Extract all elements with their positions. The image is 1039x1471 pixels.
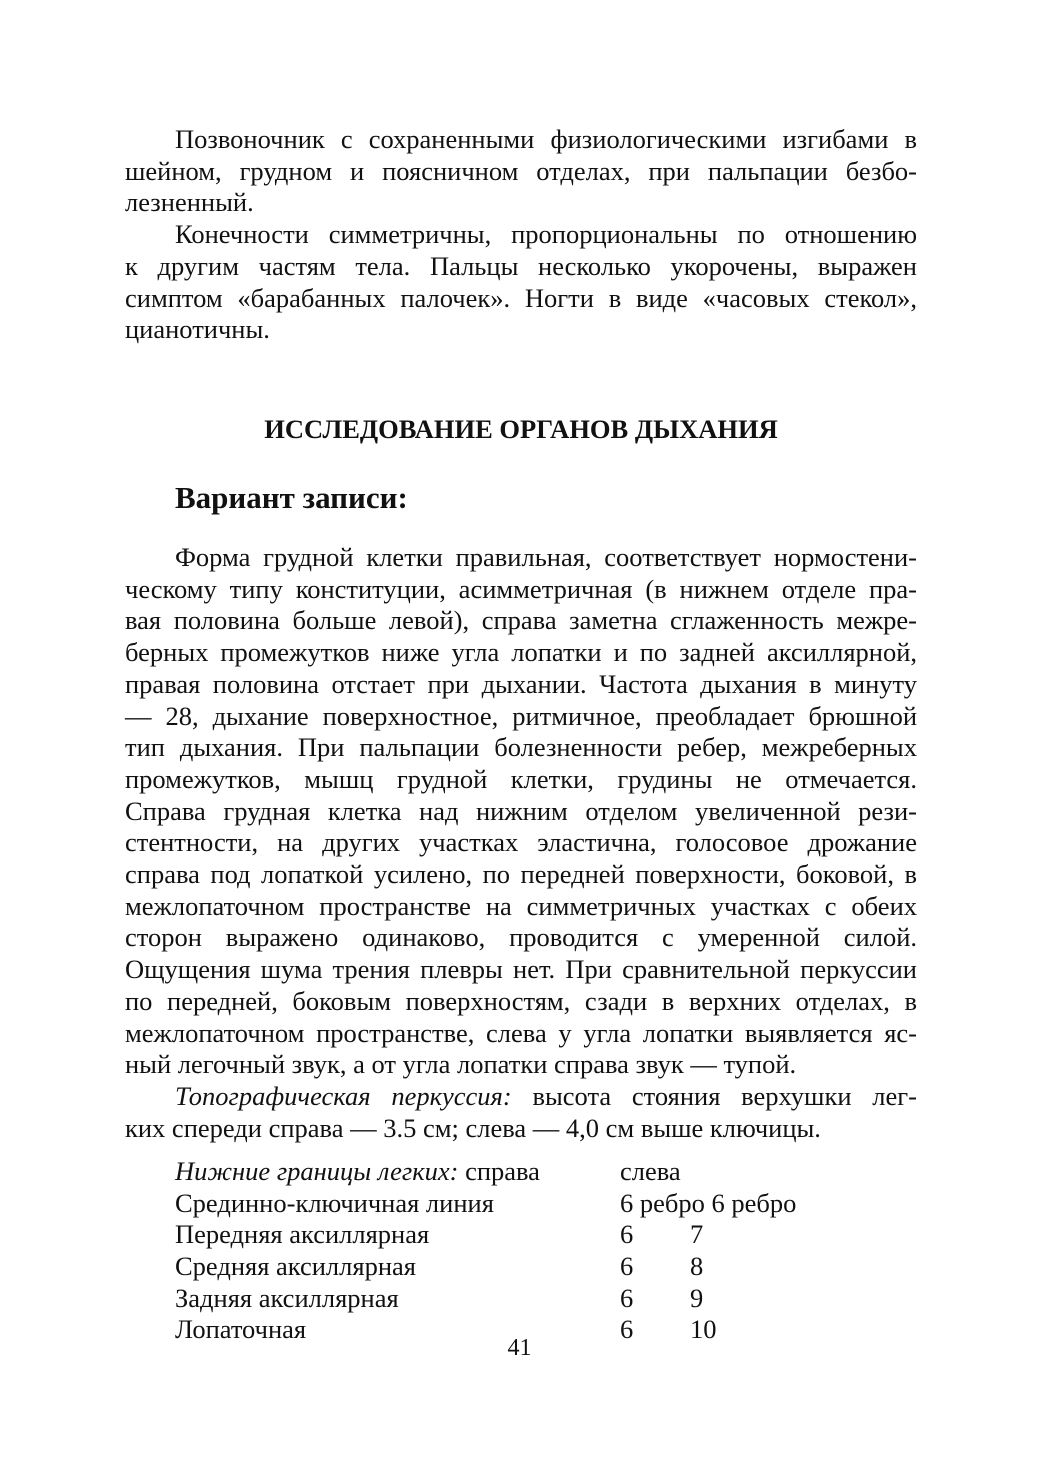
intro-paragraph-limbs bbox=[125, 219, 917, 346]
text-line: межлопаточном пространстве, слева у угла лопатки выявляется яс- bbox=[125, 1017, 917, 1048]
column-header-left: слева bbox=[620, 1156, 681, 1186]
table-row bbox=[175, 1283, 917, 1315]
text-line: межлопаточном пространстве на симметричных участках с обеих bbox=[125, 890, 917, 921]
table-header-row bbox=[175, 1156, 917, 1188]
text-line: ный легочный звук, а от угла лопатки справа звук — тупой. bbox=[125, 1049, 797, 1080]
text-line: симптом «барабанных палочек». Ногти в виде «часовых стекол», bbox=[125, 282, 917, 313]
row-left-value: 8 bbox=[690, 1251, 704, 1282]
intro-block bbox=[125, 124, 917, 346]
row-left-value: 9 bbox=[690, 1282, 704, 1313]
row-label: Срединно-ключичная линия bbox=[175, 1187, 494, 1218]
intro-paragraph-spine bbox=[125, 124, 917, 219]
table-header-label bbox=[175, 1156, 620, 1188]
lung-borders-table bbox=[175, 1156, 917, 1346]
row-left-value: 10 bbox=[690, 1314, 717, 1345]
row-right-value: 6 bbox=[620, 1251, 634, 1282]
text-line: берных промежутков ниже угла лопатки и по задней аксиллярной, bbox=[125, 637, 917, 668]
text-line: шейном, грудном и поясничном отделах, при пальпации безбо- bbox=[125, 155, 917, 186]
text-line: ческому типу конституции, асимметричная (в нижнем отделе пра- bbox=[125, 573, 917, 604]
text-line: — 28, дыхание поверхностное, ритмичное, преобладает брюшной bbox=[125, 700, 917, 731]
text-line: стентности, на других участках эластична, голосовое дрожание bbox=[125, 827, 917, 858]
text-line: тип дыхания. При пальпации болезненности ребер, межреберных bbox=[125, 732, 917, 763]
text-line: вая половина больше левой), справа заметна сглаженность межре- bbox=[125, 605, 917, 636]
row-label: Средняя аксиллярная bbox=[175, 1251, 416, 1282]
text-line: Конечности симметричны, пропорциональны по отношению bbox=[175, 219, 917, 250]
row-label: Передняя аксиллярная bbox=[175, 1219, 430, 1250]
text-line: цианотичны. bbox=[125, 314, 270, 345]
text-line bbox=[125, 1081, 917, 1113]
text-line: к другим частям тела. Пальцы несколько укорочены, выражен bbox=[125, 250, 917, 281]
topographic-percussion-text: высота стояния верхушки лег- bbox=[511, 1080, 917, 1111]
table-row bbox=[175, 1251, 917, 1283]
row-label: Лопаточная bbox=[175, 1314, 307, 1345]
text-line: правая половина отстает при дыхании. Частота дыхания в минуту bbox=[125, 668, 917, 699]
respiratory-exam-block bbox=[125, 542, 917, 1144]
row-right-value: 6 bbox=[620, 1314, 634, 1345]
row-right-value: 6 bbox=[620, 1282, 634, 1313]
text-line: Ощущения шума трения плевры нет. При сравнительной перкуссии bbox=[125, 954, 917, 985]
column-header-right: справа bbox=[458, 1156, 540, 1186]
text-line: Позвоночник с сохраненными физиологическими изгибами в bbox=[175, 124, 917, 154]
text-line: ких спереди справа — 3.5 см; слева — 4,0 см выше ключицы. bbox=[125, 1112, 821, 1143]
text-line: лезненный. bbox=[125, 187, 254, 218]
table-row bbox=[175, 1188, 917, 1220]
text-line: сторон выражено одинаково, проводится с умеренной силой. bbox=[125, 922, 917, 953]
table-row bbox=[175, 1219, 917, 1251]
text-line: справа под лопаткой усилено, по передней поверхности, боковой, в bbox=[125, 859, 917, 890]
text-line: промежутков, мышц грудной клетки, грудины не отмечается. bbox=[125, 763, 917, 794]
section-heading: ИССЛЕДОВАНИЕ ОРГАНОВ ДЫХАНИЯ bbox=[264, 414, 778, 444]
row-left-value: 7 bbox=[690, 1219, 704, 1250]
topographic-percussion-label: Топографическая перкуссия: bbox=[175, 1080, 512, 1111]
row-right-value: 6 ребро 6 ребро bbox=[620, 1187, 797, 1218]
row-right-value: 6 bbox=[620, 1219, 634, 1250]
row-label: Задняя аксиллярная bbox=[175, 1282, 399, 1313]
text-line: Справа грудная клетка над нижним отделом увеличенной рези- bbox=[125, 795, 917, 826]
text-line: по передней, боковым поверхностям, сзади в верхних отделах, в bbox=[125, 985, 917, 1016]
topographic-percussion-paragraph bbox=[125, 1081, 917, 1144]
respiratory-exam-paragraph bbox=[125, 542, 917, 1081]
section-subheading: Вариант записи: bbox=[175, 480, 408, 515]
text-line: Форма грудной клетки правильная, соответствует нормостени- bbox=[175, 542, 917, 572]
page-number: 41 bbox=[507, 1335, 532, 1361]
lung-borders-title: Нижние границы легких: bbox=[175, 1156, 459, 1186]
